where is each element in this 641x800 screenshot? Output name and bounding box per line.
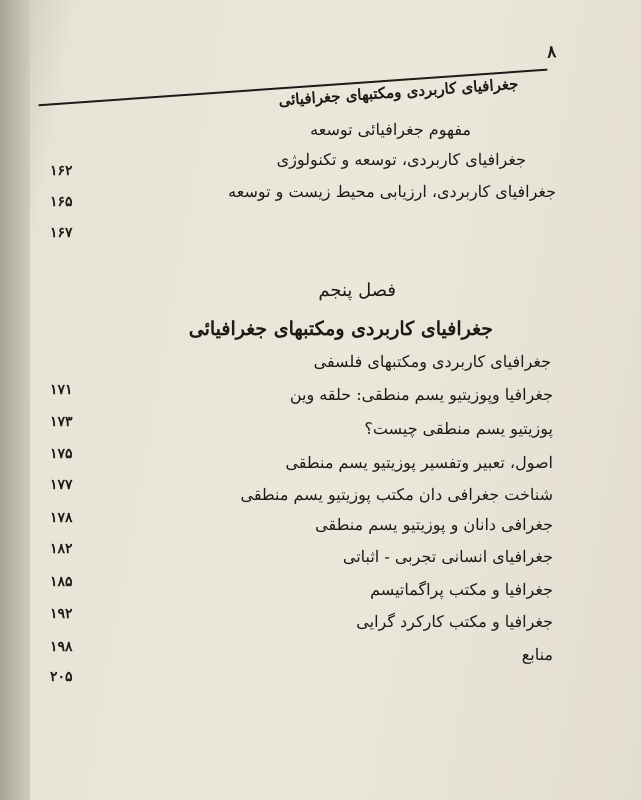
- toc-entry: پوزیتیو یسم منطقی چیست؟: [364, 419, 553, 438]
- toc-entry: جغرافیای کاربردی، توسعه و تکنولوژی: [276, 150, 526, 169]
- toc-page-number: ۱۷۷: [50, 477, 73, 493]
- chapter-label: فصل پنجم: [318, 280, 396, 301]
- toc-entry: جغرافی دانان و پوزیتیو یسم منطقی: [315, 515, 553, 534]
- toc-page-number: ۲۰۵: [50, 669, 73, 685]
- toc-entry: جغرافیا و مکتب پراگماتیسم: [370, 580, 553, 599]
- toc-page-number: ۱۹۸: [50, 639, 73, 655]
- toc-entry: جغرافیا وپوزیتیو یسم منطقی: حلقه وین: [289, 385, 553, 404]
- toc-page-number: ۱۷۵: [50, 446, 73, 462]
- toc-page-number: ۱۷۸: [50, 510, 73, 526]
- chapter-title: جغرافیای کاربردی ومکتبهای جغرافیائی: [188, 318, 493, 340]
- toc-page-number: ۱۶۷: [50, 225, 73, 241]
- toc-page-number: ۱۶۲: [50, 163, 73, 179]
- toc-entry: مفهوم جغرافیائی توسعه: [310, 120, 471, 139]
- toc-page-number: ۱۹۲: [50, 606, 73, 622]
- toc-entry: جغرافیا و مکتب کارکرد گرایی: [356, 612, 553, 631]
- toc-page-number: ۱۸۵: [50, 574, 73, 590]
- toc-page-number: ۱۸۲: [50, 541, 73, 557]
- toc-entry: جغرافیای انسانی تجربی - اثباتی: [342, 547, 553, 566]
- toc-entry: اصول، تعبیر وتفسیر پوزیتیو یسم منطقی: [285, 453, 553, 472]
- toc-page-number: ۱۷۱: [50, 382, 73, 398]
- toc-entry: جغرافیای کاربردی ومکتبهای فلسفی: [313, 352, 551, 371]
- toc-entry: منابع: [521, 645, 553, 664]
- toc-entry: شناخت جغرافی دان مکتب پوزیتیو یسم منطقی: [240, 485, 553, 504]
- toc-page-number: ۱۷۳: [50, 414, 73, 430]
- toc-page-number: ۱۶۵: [50, 194, 73, 210]
- running-head: جغرافیای کاربردی ومکتبهای جغرافیائی: [278, 74, 519, 110]
- toc-entry: جغرافیای کاربردی، ارزیابی محیط زیست و توسعه: [228, 182, 556, 201]
- page-number: ۸: [546, 42, 557, 63]
